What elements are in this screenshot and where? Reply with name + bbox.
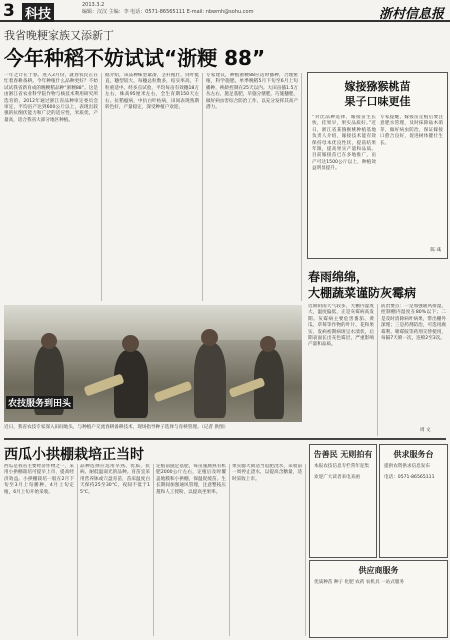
- greenhouse-author: 周 文: [420, 428, 431, 433]
- photo-caption: 近日，我省农技专家深入田间地头，与种植户交流春耕备耕技术，现场指导种子选择与育秧管理。（记者 供图）: [4, 425, 229, 430]
- ad-bottom-title: 供应商服务: [358, 566, 399, 575]
- sidebar-kiwi: [307, 72, 448, 259]
- greenhouse-column-1: 近期阴雨天气较多，大棚内湿度大，温度偏低，正是灰霉病高发期。灰霉病主要危害番茄、黄瓜、草莓等作物的叶片、花和果实，发病初期病斑呈水渍状，后期表面长出灰色霉层，严重影响产量和品质。: [308, 304, 378, 436]
- masthead: 浙村信息报: [378, 7, 444, 22]
- watermelon-column-3: 定植前施足基肥，每亩施腐熟有机肥2000公斤左右，定植后及时覆盖地膜和小拱棚，保温促缓苗。生长期间加强通风管理，注意整枝压蔓和人工授粉，以提高坐果率。: [156, 464, 230, 636]
- watermelon-column-4: 果实膨大期适当追肥浇水，采收前一周停止浇水，以提高含糖量，适时采收上市。: [232, 464, 306, 636]
- greenhouse-column-2: 防治要点：一是加强通风排湿，控制棚内湿度在80%以下；二是及时清除病叶病果，带出棚外深埋；三是药剂防治，可选用腐霉利、嘧霉胺等药剂交替使用，每隔7天喷一次，连喷2至3次。: [381, 304, 446, 342]
- lead-headline: 今年种稻不妨试试“浙粳 88”: [4, 46, 266, 70]
- ad-right: [379, 444, 448, 558]
- ad-left-line-2: 欢迎广大读者来电来函: [314, 474, 360, 480]
- photo-tag: 农技服务到田头: [6, 396, 73, 409]
- watermelon-column-1: 西瓜是我省主要经济作物之一，采用小拱棚栽培可提早上市，提高经济效益。小拱棚栽培一般在2月下旬至3月上旬播种，4月上旬定植，6月上旬开始采收。: [4, 464, 78, 636]
- lead-column-2: 据介绍，该品种株型紧凑，茎秆粗壮，剑叶挺直，穗型较大，每穗总粒数多，结实率高，千粒重适中。经多点试验，平均每亩有效穗18万左右，株高95厘米左右，全生育期150天左右。抗稻瘟病，中抗白叶枯病，田间表现熟期转色好，产量稳定，深受种植户欢迎。: [105, 73, 203, 301]
- ad-right-line-2: 电话：0571-86565111: [384, 474, 435, 480]
- ad-left-title: 告善民 无则拍有: [313, 450, 373, 459]
- watermelon-column-2: 品种选择应选用早熟、优质、抗病、耐低温弱光的品种。育苗宜采用营养钵或穴盘育苗，苗床温度白天保持25至30℃，夜间不低于15℃。: [80, 464, 154, 636]
- ad-right-title: 供求服务台: [393, 450, 434, 459]
- page-header: [0, 0, 450, 22]
- section-label: 科技: [22, 3, 54, 22]
- ad-bottom-line: 优质种苗 种子 化肥 农药 农机具 一站式服务: [314, 580, 404, 585]
- page-number: 3: [3, 1, 15, 21]
- sidebar-kiwi-title-2: 果子口味更佳: [344, 95, 411, 108]
- lead-kicker: 我省晚粳家族又添新丁: [4, 29, 114, 42]
- ad-left: [309, 444, 377, 558]
- greenhouse-title-1: 春雨绵绵，: [308, 270, 369, 284]
- ad-bottom: [309, 560, 448, 638]
- issue-meta: [82, 2, 253, 16]
- issue-date: 2013.3.2: [82, 2, 105, 8]
- issue-contact: 编辑：汉汉 主编：李 电话：0571-86565111 E-mail: nbwmh@sohu.com: [82, 9, 254, 15]
- greenhouse-title-2: 大棚蔬菜谨防灰霉病: [308, 286, 417, 300]
- sidebar-kiwi-title-1: 嫁接猕猴桃苗: [344, 80, 411, 93]
- ad-right-line-1: 提供农资供求信息发布: [384, 464, 430, 469]
- sidebar-kiwi-body-1: “对比品种选择，嫁接苗生长快，挂果早，果实品质好。”近日，浙江省某猕猴桃种植基地负责人介绍，嫁接技术能有效保持母本优良性状，提前结果年限，提高果实产量和品质。目前嫁接苗已在多地推广，亩产可达1500公斤以上，种植效益明显提升。: [312, 115, 376, 172]
- section-divider: [4, 438, 446, 440]
- lead-column-3: 专家建议，种植浙粳88应适时播种，合理密植，科学施肥。单季晚稻5月下旬至6月上旬播种，秧龄控制在25天以内。大田亩插1.5万丛左右，施足基肥，早施分蘖肥，巧施穗肥，做好病虫害综合防治工作，以充分发挥其高产潜力。: [206, 73, 302, 301]
- sidebar-kiwi-author: 陈 彧: [430, 247, 441, 253]
- lead-column-1: 一年之计在于春。进入3月份，就春农民正在忙着春耕备耕。今年种植什么品种更好？不妨试试我省新育成的晚粳稻品种“浙粳88”。这是由浙江省农业科学院作物与核技术利用研究所选育的，2012年通过浙江省品种审定委员会审定，平均亩产达到600公斤以上，表现出较强的抗倒伏能力和广泛的适应性，米质优，产量高，适合我省大部分地区种植。: [4, 73, 102, 301]
- sidebar-kiwi-body-2: 专家提醒，嫁接苗定植后要注意肥水管理，及时抹除砧木萌芽，做好病虫防治，保证嫁接口愈合良好，促进树体健壮生长。: [380, 115, 443, 146]
- watermelon-headline: 西瓜小拱棚栽培正当时: [4, 447, 144, 463]
- ad-left-line-1: 本报农技信息专栏常年征集: [314, 464, 370, 469]
